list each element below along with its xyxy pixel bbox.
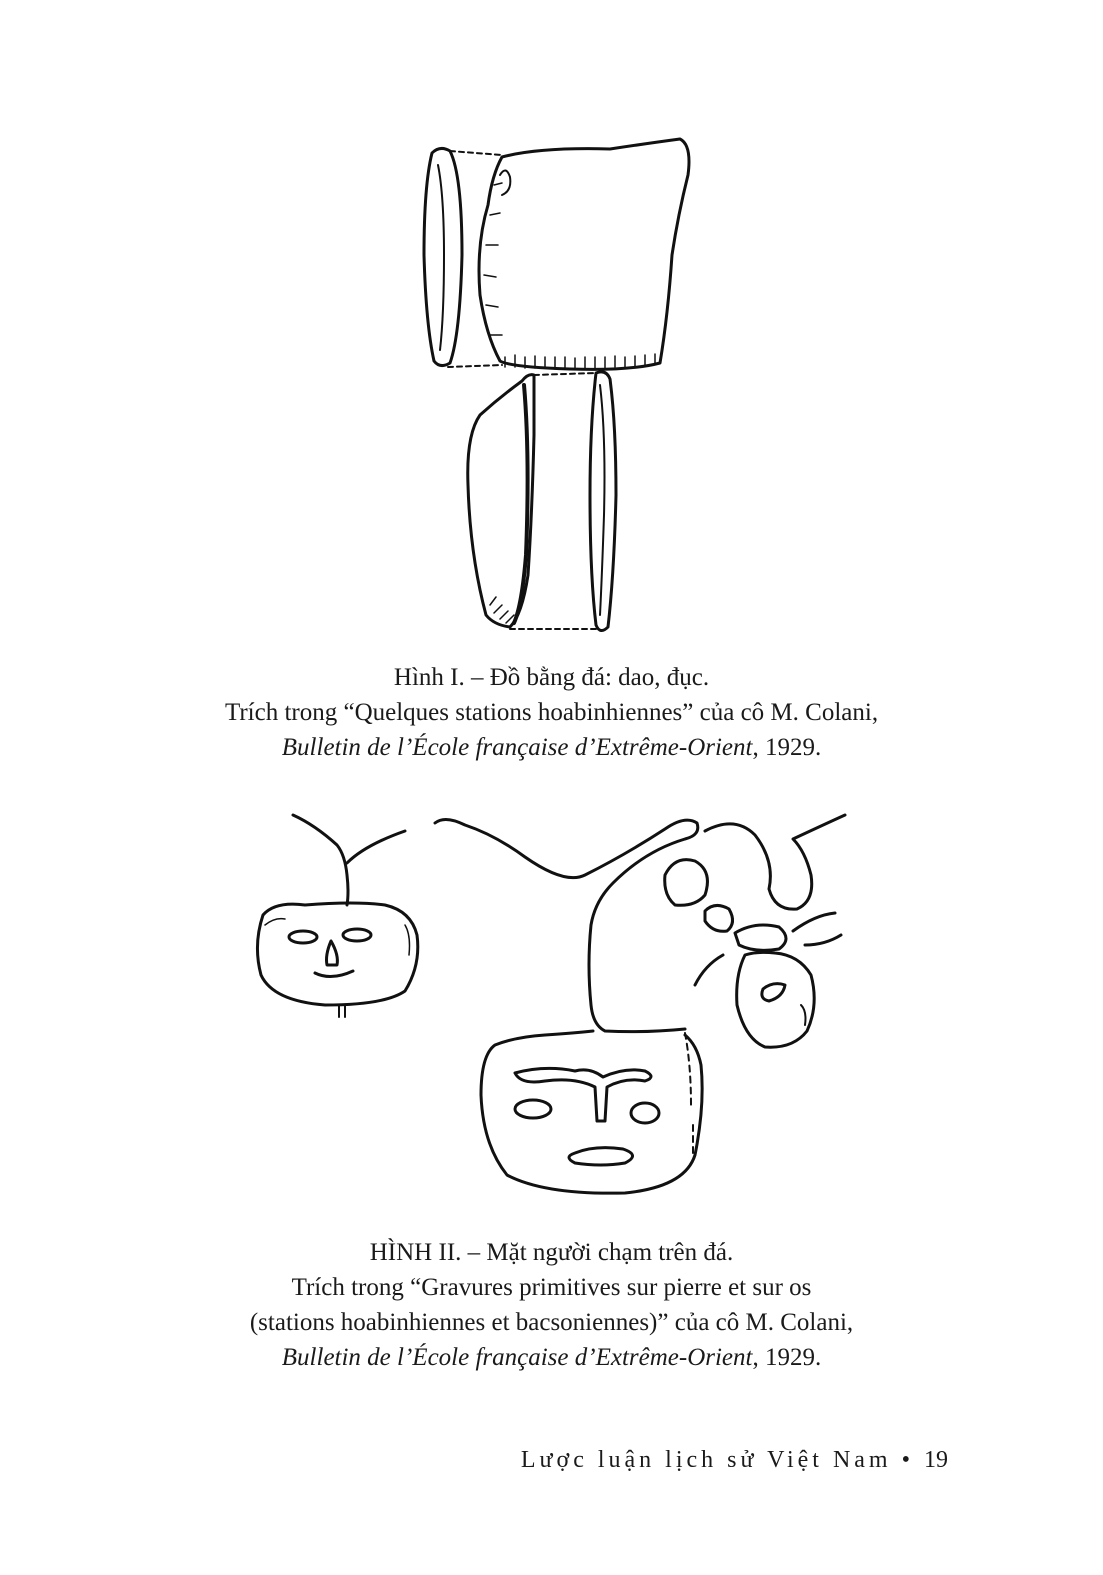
figure-2-caption-citation	[0, 1340, 1103, 1375]
figure-2-caption	[0, 1235, 1103, 1375]
figure-2-carved-faces	[245, 805, 870, 1200]
figure-2-caption-year: , 1929.	[752, 1344, 822, 1371]
figure-2-caption-journal: Bulletin de l’École française d’Extrême-Orient	[281, 1344, 753, 1371]
figure-1-caption-source: Trích trong “Quelques stations hoabinhiennes” của cô M. Colani,	[224, 699, 879, 726]
figure-1-caption	[0, 660, 1103, 765]
figure-2-caption-title: HÌNH II. – Mặt người chạm trên đá.	[369, 1239, 734, 1266]
running-title: Lược luận lịch sử Việt Nam	[520, 1447, 892, 1473]
footer-separator: •	[901, 1447, 914, 1473]
figure-2-caption-source-line-2: (stations hoabinhiennes et bacsoniennes)” của cô M. Colani,	[249, 1309, 854, 1336]
figure-1-stone-tools	[410, 135, 700, 640]
figure-1-caption-citation	[0, 730, 1103, 765]
figure-2-caption-source-line-1: Trích trong “Gravures primitives sur pierre et sur os	[291, 1274, 812, 1301]
page-footer	[521, 1447, 948, 1474]
page-number: 19	[924, 1447, 948, 1473]
figure-1-caption-year: , 1929.	[752, 734, 822, 761]
figure-1-caption-title: Hình I. – Đồ bằng đá: dao, đục.	[393, 664, 710, 691]
figure-1-caption-journal: Bulletin de l’École française d’Extrême-Orient	[281, 734, 753, 761]
